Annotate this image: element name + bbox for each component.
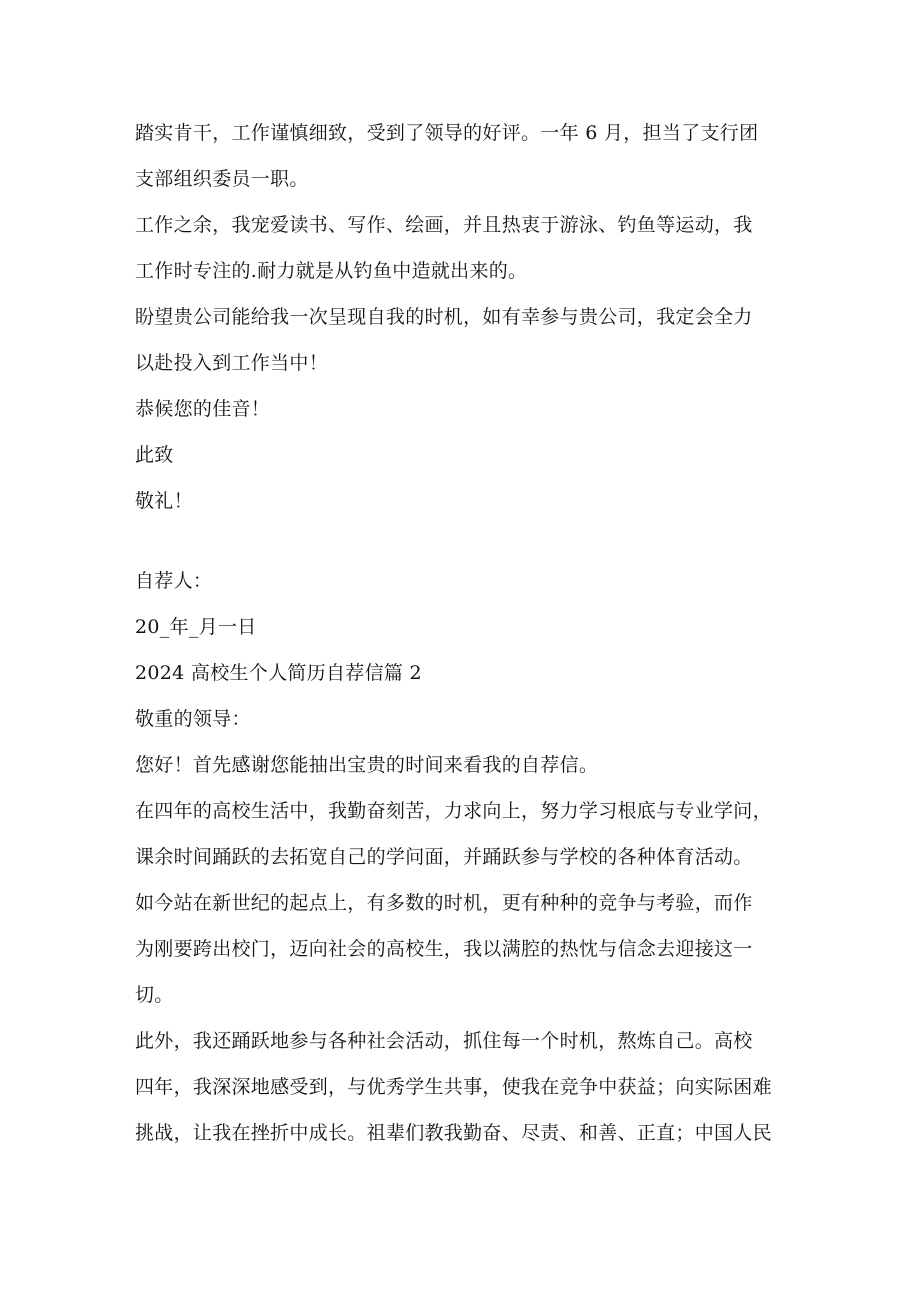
text-line: 自荐人： — [135, 570, 213, 592]
text-line: 恭候您的佳音！ — [135, 398, 271, 420]
paragraph-gap — [135, 524, 795, 558]
text-line: 课余时间踊跃的去拓宽自己的学问面，并踊跃参与学校的各种体育活动。 — [135, 846, 753, 868]
text-line: 为刚要跨出校门，迈向社会的高校生，我以满腔的热忱与信念去迎接这一 — [135, 938, 753, 960]
text-line: 踏实肯干，工作谨慎细致，受到了领导的好评。一年 6 月，担当了支行团 — [135, 122, 759, 144]
text-line: 敬重的领导： — [135, 708, 251, 730]
text-line: 盼望贵公司能给我一次呈现自我的时机，如有幸参与贵公司，我定会全力 — [135, 306, 753, 328]
text-line: 切。 — [135, 984, 174, 1006]
text-line: 敬礼！ — [135, 490, 193, 512]
text-line: 支部组织委员一职。 — [135, 168, 309, 190]
document-body — [135, 110, 795, 1156]
text-line: 工作之余，我宠爱读书、写作、绘画，并且热衷于游泳、钓鱼等运动，我 — [135, 214, 753, 236]
section-heading: 2024 高校生个人简历自荐信篇 2 — [135, 662, 422, 684]
text-line: 在四年的高校生活中，我勤奋刻苦，力求向上，努力学习根底与专业学问， — [135, 800, 772, 822]
text-line: 您好！首先感谢您能抽出宝贵的时间来看我的自荐信。 — [135, 754, 599, 776]
text-line: 如今站在新世纪的起点上，有多数的时机，更有种种的竞争与考验，而作 — [135, 892, 753, 914]
text-line: 工作时专注的.耐力就是从钓鱼中造就出来的。 — [135, 260, 528, 282]
text-line: 四年，我深深地感受到，与优秀学生共事，使我在竞争中获益；向实际困难 — [135, 1076, 772, 1098]
text-line: 挑战，让我在挫折中成长。祖辈们教我勤奋、尽责、和善、正直；中国人民 — [135, 1122, 772, 1144]
text-line: 此外，我还踊跃地参与各种社会活动，抓住每一个时机，熬炼自己。高校 — [135, 1030, 753, 1052]
text-line: 以赴投入到工作当中！ — [135, 352, 329, 374]
text-line: 20_年_月一日 — [135, 616, 257, 638]
text-line: 此致 — [135, 444, 174, 466]
